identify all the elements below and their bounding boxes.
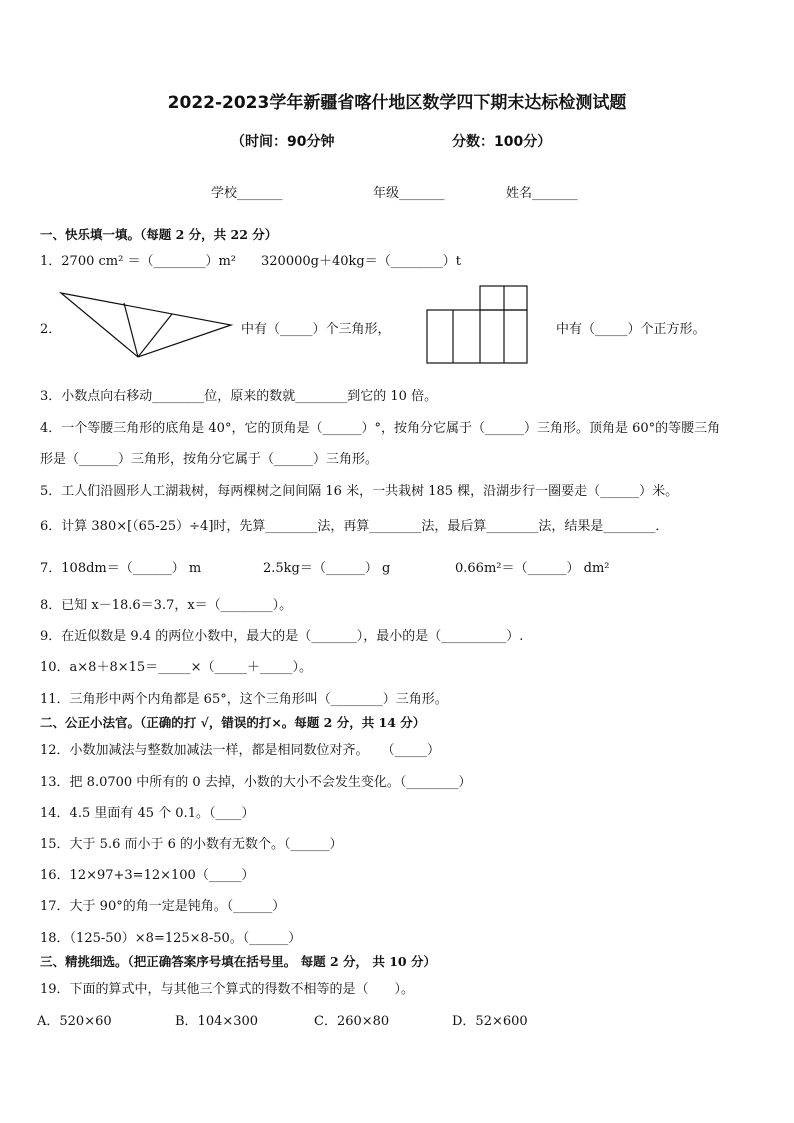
question-11: 11．三角形中两个内角都是 65°，这个三角形叫（________）三角形。 [40,692,448,707]
question-7a: 7．108dm＝（______） m [40,561,202,576]
question-12: 12．小数加减法与整数加减法一样，都是相同数位对齐。 （_____） [40,743,441,758]
option-d[interactable]: D．52×600 [452,1014,528,1029]
question-10: 10．a×8＋8×15＝_____×（_____＋_____）。 [40,660,313,675]
question-7c: 0.66m²＝（______） dm² [455,561,610,576]
question-7b: 2.5kg＝（______） g [263,561,391,576]
option-c[interactable]: C．260×80 [314,1014,390,1029]
name-field[interactable]: 姓名_______ [506,186,578,201]
option-a[interactable]: A．520×60 [37,1014,112,1029]
question-5: 5．工人们沿圆形人工湖栽树，每两棵树之间间隔 16 米，一共栽树 185 棵，沿湖步行一圈要走（______）米。 [40,484,679,499]
option-b[interactable]: B．104×300 [175,1014,259,1029]
exam-score: 分数：100分） [452,134,552,150]
section-1-heading: 一、快乐填一填。（每题 2 分，共 22 分） [40,227,278,242]
triangle-figure [58,290,234,360]
question-2b: 中有（_____）个正方形。 [556,322,706,337]
question-3: 3．小数点向右移动________位，原来的数就________到它的 10 倍。 [40,389,438,404]
page-title: 2022-2023学年新疆省喀什地区数学四下期末达标检测试题 [167,93,627,113]
section-3-heading: 三、精挑细选。（把正确答案序号填在括号里。 每题 2 分， 共 10 分） [40,954,436,969]
question-14: 14．4.5 里面有 45 个 0.1。（____） [40,806,255,821]
question-2a: 中有（_____）个三角形， [241,322,391,337]
exam-time: （时间：90分钟 [231,134,335,150]
section-2-heading: 二、公正小法官。（正确的打 √，错误的打×。每题 2 分，共 14 分） [40,715,426,730]
question-9: 9．在近似数是 9.4 的两位小数中，最大的是（_______），最小的是（__________）. [40,629,524,644]
grade-field[interactable]: 年级_______ [373,186,445,201]
question-6: 6．计算 380×[（65-25）÷4]时，先算________法，再算________法，最后算________法，结果是________． [40,519,669,534]
question-4-line1: 4．一个等腰三角形的底角是 40°，它的顶角是（______）°，按角分它属于（______）三角形。顶角是 60°的等腰三角 [40,421,721,436]
question-13: 13．把 8.0700 中所有的 0 去掉，小数的大小不会发生变化。（________） [40,775,472,790]
question-15: 15．大于 5.6 而小于 6 的小数有无数个。（______） [40,837,343,852]
question-18: 18．（125-50）×8=125×8-50。（______） [40,931,302,946]
question-17: 17．大于 90°的角一定是钝角。（______） [40,899,286,914]
squares-figure [425,284,531,365]
school-field[interactable]: 学校_______ [211,186,283,201]
question-2-number: 2． [40,322,62,337]
question-19: 19．下面的算式中，与其他三个算式的得数不相等的是（ ）。 [40,982,415,997]
question-1b: 320000g＋40kg＝（________）t [261,254,461,269]
question-8: 8．已知 x－18.6＝3.7，x＝（________）。 [40,598,293,613]
question-4-line2: 形是（______）三角形，按角分它属于（______）三角形。 [40,452,379,467]
question-1a: 1．2700 cm² ＝（________）m² [40,254,236,269]
question-16: 16．12×97+3=12×100（_____） [40,868,255,883]
